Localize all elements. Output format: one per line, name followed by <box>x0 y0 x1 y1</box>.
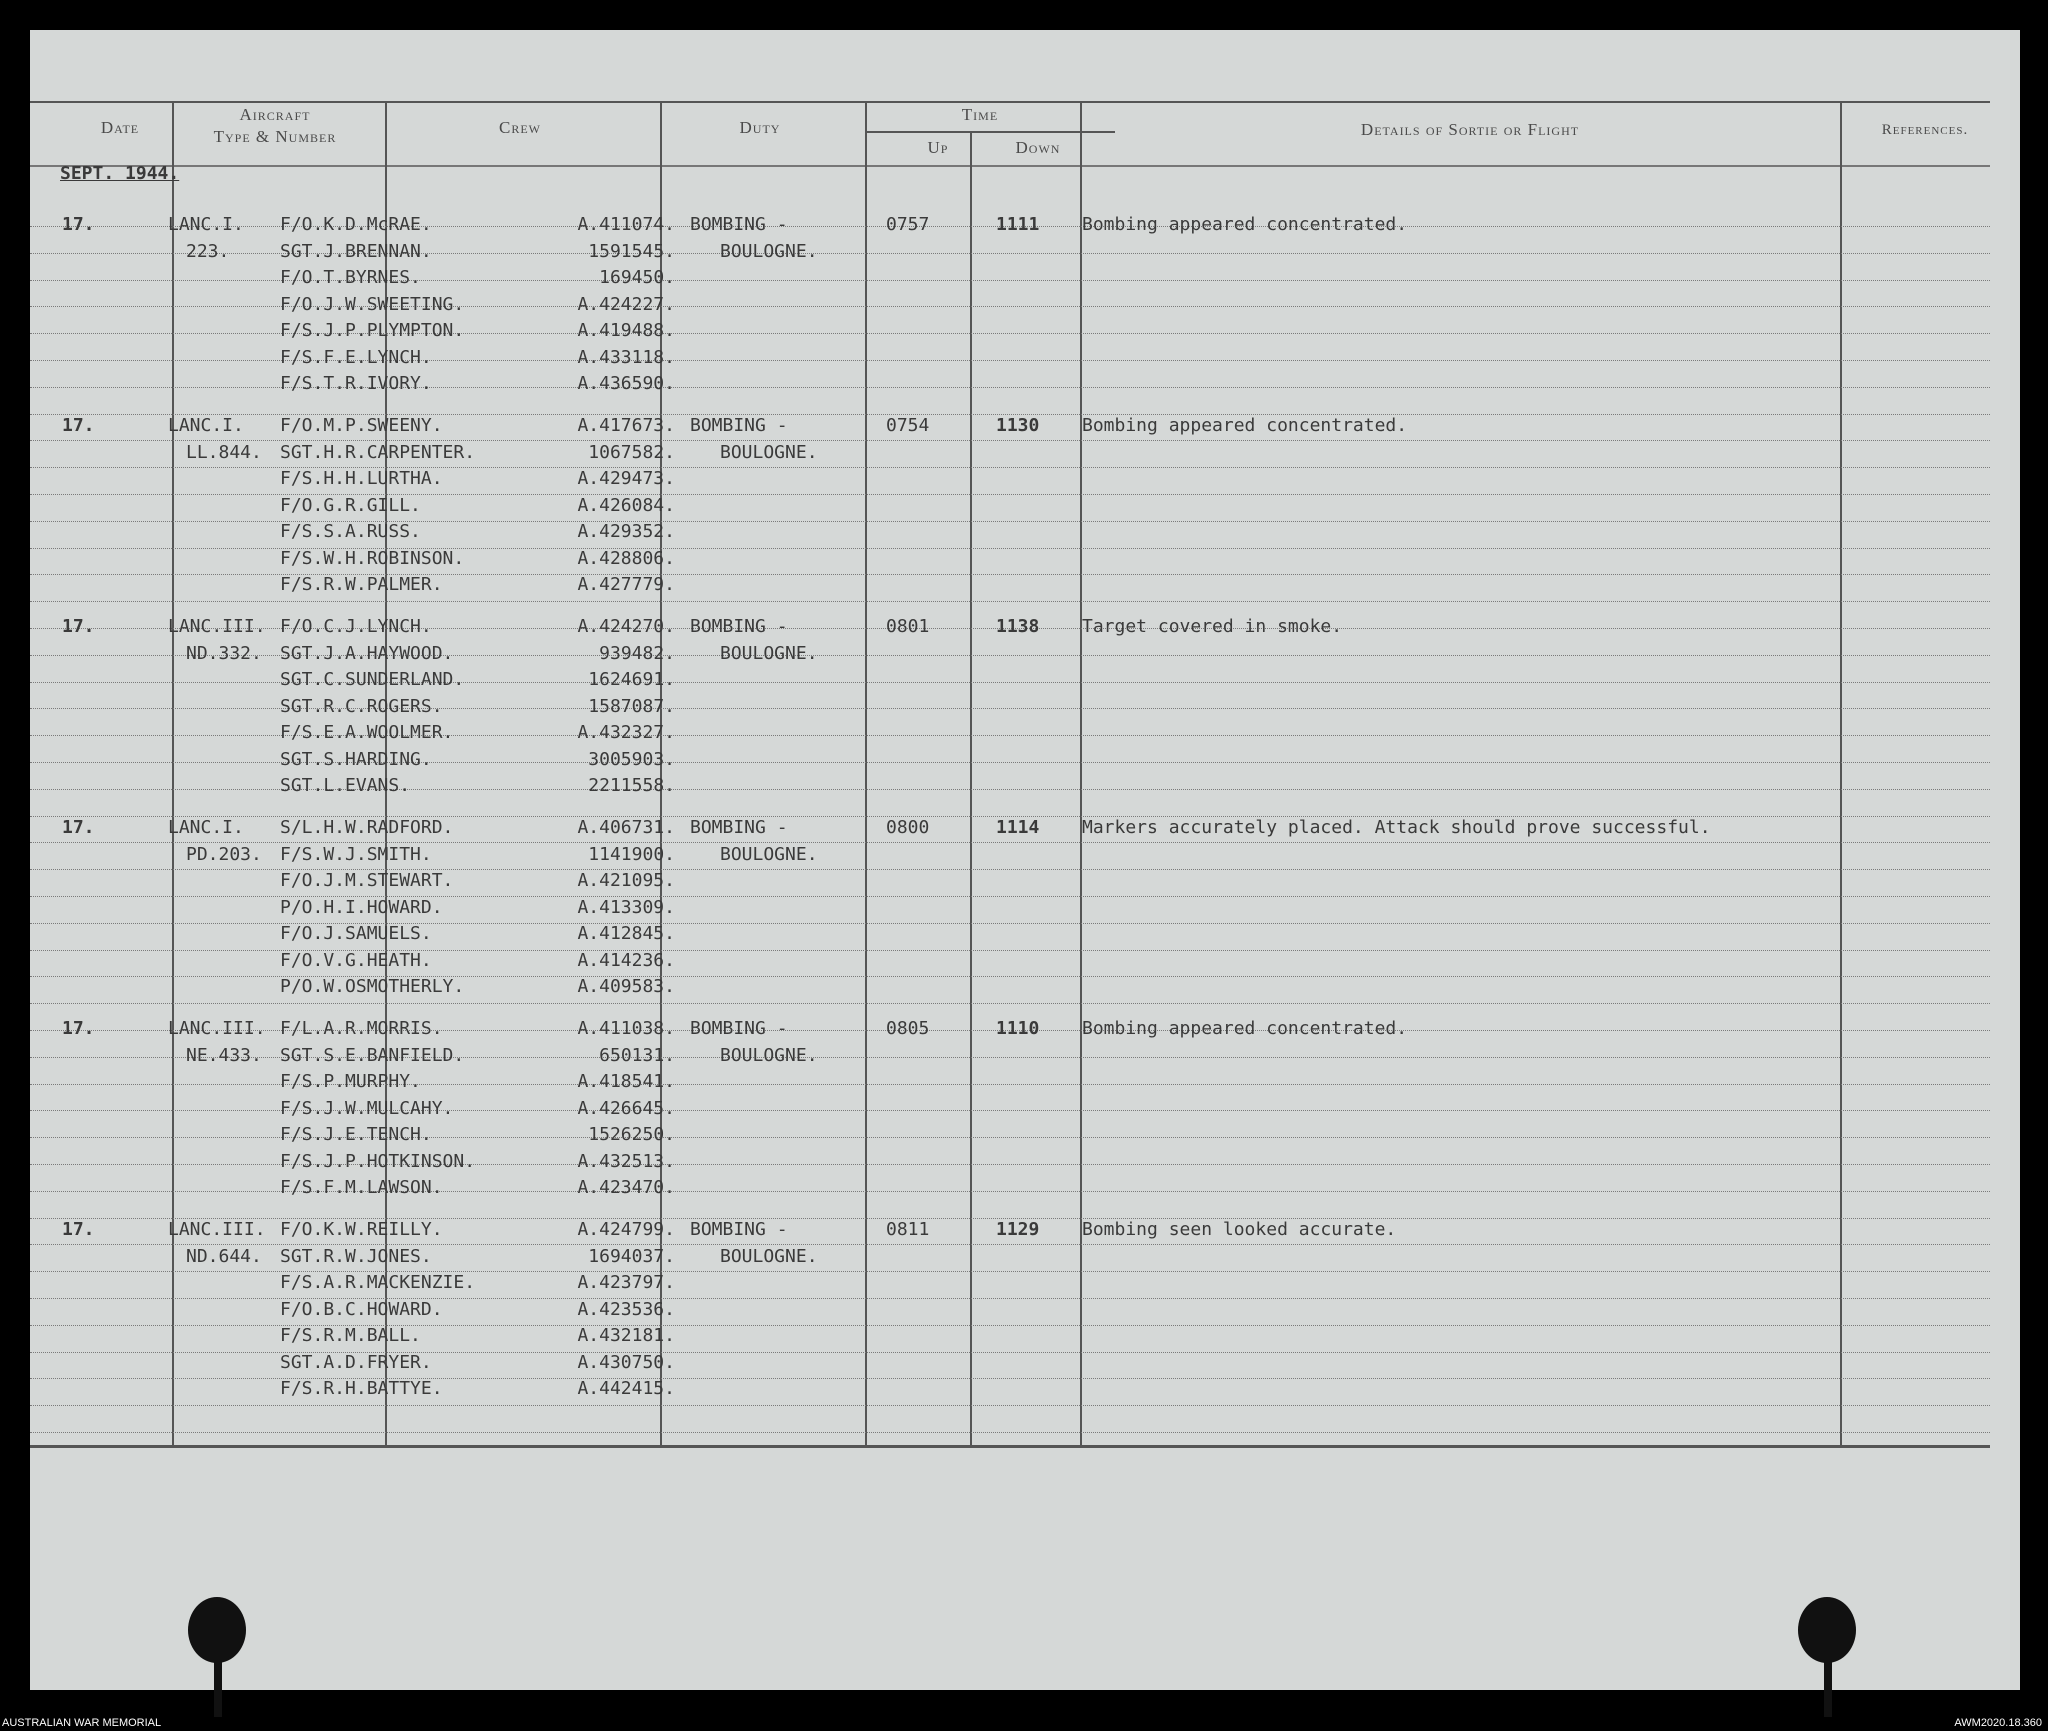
crew-name: F/O.C.J.LYNCH. <box>280 616 432 637</box>
crew-name: SGT.R.C.ROGERS. <box>280 695 443 717</box>
crew-name: SGT.R.W.JONES. <box>280 1245 432 1267</box>
time-down: 1110 <box>996 1018 1040 1039</box>
crew-name: F/S.E.A.WOOLMER. <box>280 722 454 743</box>
crew-number: 1624691. <box>588 669 675 690</box>
time-up: 0801 <box>886 616 930 637</box>
header-crew: Crew <box>499 118 541 137</box>
aircraft-type: LANC.III. <box>168 616 266 637</box>
crew-number: A.412845. <box>577 923 675 944</box>
crew-number: A.421095. <box>577 870 675 891</box>
binder-hole-left <box>188 1597 246 1663</box>
section-date-heading: SEPT. 1944. <box>60 163 180 184</box>
crew-name: SGT.L.EVANS. <box>280 775 411 796</box>
header-references: References. <box>1881 122 1969 138</box>
crew-number: A.436590. <box>577 373 675 394</box>
header-aircraft-line2: Type & Number <box>213 127 337 146</box>
duty-line: BOMBING - <box>690 1018 788 1039</box>
time-up: 0757 <box>886 214 930 235</box>
header-date: Date <box>100 118 140 137</box>
crew-name: SGT.C.SUNDERLAND. <box>280 669 465 690</box>
crew-number: 1591545. <box>588 240 675 262</box>
crew-name: F/S.J.W.MULCAHY. <box>280 1097 454 1119</box>
crew-name: F/S.R.H.BATTYE. <box>280 1378 443 1399</box>
crew-name: F/L.A.R.MORRIS. <box>280 1018 443 1039</box>
crew-name: S/L.H.W.RADFORD. <box>280 817 454 838</box>
crew-number: A.411038. <box>577 1018 675 1039</box>
header-down: Down <box>1015 138 1061 157</box>
crew-name: F/O.G.R.GILL. <box>280 494 421 516</box>
crew-name: F/O.T.BYRNES. <box>280 267 421 288</box>
sortie-date: 17. <box>62 616 95 637</box>
aircraft-number: ND.644. <box>186 1245 262 1267</box>
crew-name: F/S.A.R.MACKENZIE. <box>280 1272 476 1293</box>
crew-name: F/O.M.P.SWEENY. <box>280 415 443 436</box>
binder-hole-right <box>1798 1597 1856 1663</box>
duty-line: BOMBING - <box>690 616 788 637</box>
crew-name: F/S.R.M.BALL. <box>280 1325 421 1346</box>
sortie-details: Bombing appeared concentrated. <box>1082 1018 1408 1039</box>
crew-name: F/S.T.R.IVORY. <box>280 373 432 394</box>
crew-number: A.418541. <box>577 1071 675 1092</box>
time-down: 1129 <box>996 1219 1040 1240</box>
crew-name: F/S.F.E.LYNCH. <box>280 346 432 368</box>
crew-name: F/S.W.J.SMITH. <box>280 843 432 865</box>
crew-name: F/S.S.A.RUSS. <box>280 521 421 542</box>
crew-name: P/O.H.I.HOWARD. <box>280 896 443 918</box>
crew-name: F/S.J.P.PLYMPTON. <box>280 320 465 341</box>
crew-number: A.433118. <box>577 346 675 368</box>
sortie-details: Bombing seen looked accurate. <box>1082 1219 1397 1240</box>
crew-number: A.413309. <box>577 896 675 918</box>
crew-number: A.442415. <box>577 1378 675 1399</box>
crew-name: F/S.J.P.HOTKINSON. <box>280 1150 476 1172</box>
crew-number: 1141900. <box>588 843 675 865</box>
ruled-line <box>30 1003 1990 1004</box>
crew-number: A.419488. <box>577 320 675 341</box>
aircraft-number: NE.433. <box>186 1044 262 1066</box>
crew-number: A.423797. <box>577 1272 675 1293</box>
table-bottom-rule <box>30 1445 1990 1448</box>
sortie-date: 17. <box>62 415 95 436</box>
duty-line: BOULOGNE. <box>720 1245 818 1267</box>
crew-number: A.406731. <box>577 817 675 838</box>
crew-name: SGT.S.E.BANFIELD. <box>280 1044 465 1066</box>
duty-line: BOMBING - <box>690 214 788 235</box>
crew-name: SGT.J.A.HAYWOOD. <box>280 642 454 664</box>
time-down: 1138 <box>996 616 1040 637</box>
crew-number: A.432181. <box>577 1325 675 1346</box>
crew-number: 2211558. <box>588 775 675 796</box>
aircraft-type: LANC.I. <box>168 817 244 838</box>
sortie-details: Bombing appeared concentrated. <box>1082 214 1408 235</box>
crew-number: A.427779. <box>577 574 675 595</box>
ruled-line <box>30 1405 1990 1406</box>
crew-number: 650131. <box>599 1044 675 1066</box>
aircraft-number: 223. <box>186 240 230 262</box>
header-time: Time <box>961 105 999 124</box>
crew-number: 1694037. <box>588 1245 675 1267</box>
sortie-date: 17. <box>62 214 95 235</box>
sortie-details: Markers accurately placed. Attack should prove successful. <box>1082 817 1711 838</box>
ruled-line <box>30 1432 1990 1433</box>
aircraft-type: LANC.III. <box>168 1018 266 1039</box>
crew-number: 1067582. <box>588 441 675 463</box>
crew-number: A.428806. <box>577 547 675 569</box>
crew-number: A.429473. <box>577 468 675 489</box>
crew-name: F/O.V.G.HEATH. <box>280 949 432 971</box>
crew-number: 169450. <box>599 267 675 288</box>
crew-name: F/S.J.E.TENCH. <box>280 1124 432 1145</box>
duty-line: BOMBING - <box>690 1219 788 1240</box>
crew-name: SGT.S.HARDING. <box>280 748 432 770</box>
crew-name: P/O.W.OSMOTHERLY. <box>280 976 465 997</box>
crew-name: SGT.A.D.FRYER. <box>280 1351 432 1373</box>
crew-number: 1526250. <box>588 1124 675 1145</box>
time-down: 1111 <box>996 214 1040 235</box>
crew-number: A.432327. <box>577 722 675 743</box>
crew-name: F/O.B.C.HOWARD. <box>280 1298 443 1320</box>
crew-name: SGT.J.BRENNAN. <box>280 240 432 262</box>
crew-number: A.429352. <box>577 521 675 542</box>
aircraft-type: LANC.I. <box>168 214 244 235</box>
duty-line: BOULOGNE. <box>720 240 818 262</box>
crew-name: F/S.H.H.LURTHA. <box>280 468 443 489</box>
crew-name: F/S.P.MURPHY. <box>280 1071 421 1092</box>
time-down: 1130 <box>996 415 1040 436</box>
crew-number: A.424270. <box>577 616 675 637</box>
crew-number: A.414236. <box>577 949 675 971</box>
crew-number: A.432513. <box>577 1150 675 1172</box>
crew-number: 3005903. <box>588 748 675 770</box>
crew-number: A.411074. <box>577 214 675 235</box>
time-up: 0805 <box>886 1018 930 1039</box>
duty-line: BOULOGNE. <box>720 441 818 463</box>
crew-number: A.424799. <box>577 1219 675 1240</box>
crew-name: F/O.J.W.SWEETING. <box>280 293 465 315</box>
crew-number: 939482. <box>599 642 675 664</box>
crew-name: F/S.R.W.PALMER. <box>280 574 443 595</box>
header-top-rule <box>30 101 1990 103</box>
crew-name: F/S.F.M.LAWSON. <box>280 1177 443 1198</box>
duty-line: BOULOGNE. <box>720 843 818 865</box>
crew-name: F/S.W.H.ROBINSON. <box>280 547 465 569</box>
ruled-line <box>30 601 1990 602</box>
aircraft-number: PD.203. <box>186 843 262 865</box>
crew-number: A.423536. <box>577 1298 675 1320</box>
crew-number: A.426645. <box>577 1097 675 1119</box>
crew-name: F/O.J.M.STEWART. <box>280 870 454 891</box>
header-up: Up <box>927 138 949 157</box>
crew-number: A.409583. <box>577 976 675 997</box>
crew-number: A.424227. <box>577 293 675 315</box>
time-down: 1114 <box>996 817 1040 838</box>
time-up: 0811 <box>886 1219 930 1240</box>
aircraft-type: LANC.III. <box>168 1219 266 1240</box>
sortie-details: Target covered in smoke. <box>1082 616 1343 637</box>
duty-line: BOMBING - <box>690 415 788 436</box>
aircraft-number: ND.332. <box>186 642 262 664</box>
crew-number: A.430750. <box>577 1351 675 1373</box>
record-page <box>30 30 2020 1690</box>
header-duty: Duty <box>739 118 781 137</box>
crew-name: SGT.H.R.CARPENTER. <box>280 441 476 463</box>
duty-line: BOMBING - <box>690 817 788 838</box>
crew-number: A.426084. <box>577 494 675 516</box>
duty-line: BOULOGNE. <box>720 642 818 664</box>
crew-number: 1587087. <box>588 695 675 717</box>
crew-name: F/O.J.SAMUELS. <box>280 923 432 944</box>
header-aircraft-line1: Aircraft <box>239 105 311 124</box>
crew-number: A.423470. <box>577 1177 675 1198</box>
time-up: 0754 <box>886 415 930 436</box>
time-divider-rule <box>865 131 1115 133</box>
duty-line: BOULOGNE. <box>720 1044 818 1066</box>
sortie-details: Bombing appeared concentrated. <box>1082 415 1408 436</box>
sortie-date: 17. <box>62 1219 95 1240</box>
aircraft-type: LANC.I. <box>168 415 244 436</box>
footer-archive-name: AUSTRALIAN WAR MEMORIAL <box>2 1717 162 1729</box>
sortie-date: 17. <box>62 817 95 838</box>
crew-number: A.417673. <box>577 415 675 436</box>
header-details: Details of Sortie or Flight <box>1360 120 1580 139</box>
crew-name: F/O.K.W.REILLY. <box>280 1219 443 1240</box>
aircraft-number: LL.844. <box>186 441 262 463</box>
footer-accession-number: AWM2020.18.360 <box>1954 1717 2042 1729</box>
crew-name: F/O.K.D.McRAE. <box>280 214 432 235</box>
sortie-date: 17. <box>62 1018 95 1039</box>
header-bottom-rule <box>30 165 1990 167</box>
time-up: 0800 <box>886 817 930 838</box>
